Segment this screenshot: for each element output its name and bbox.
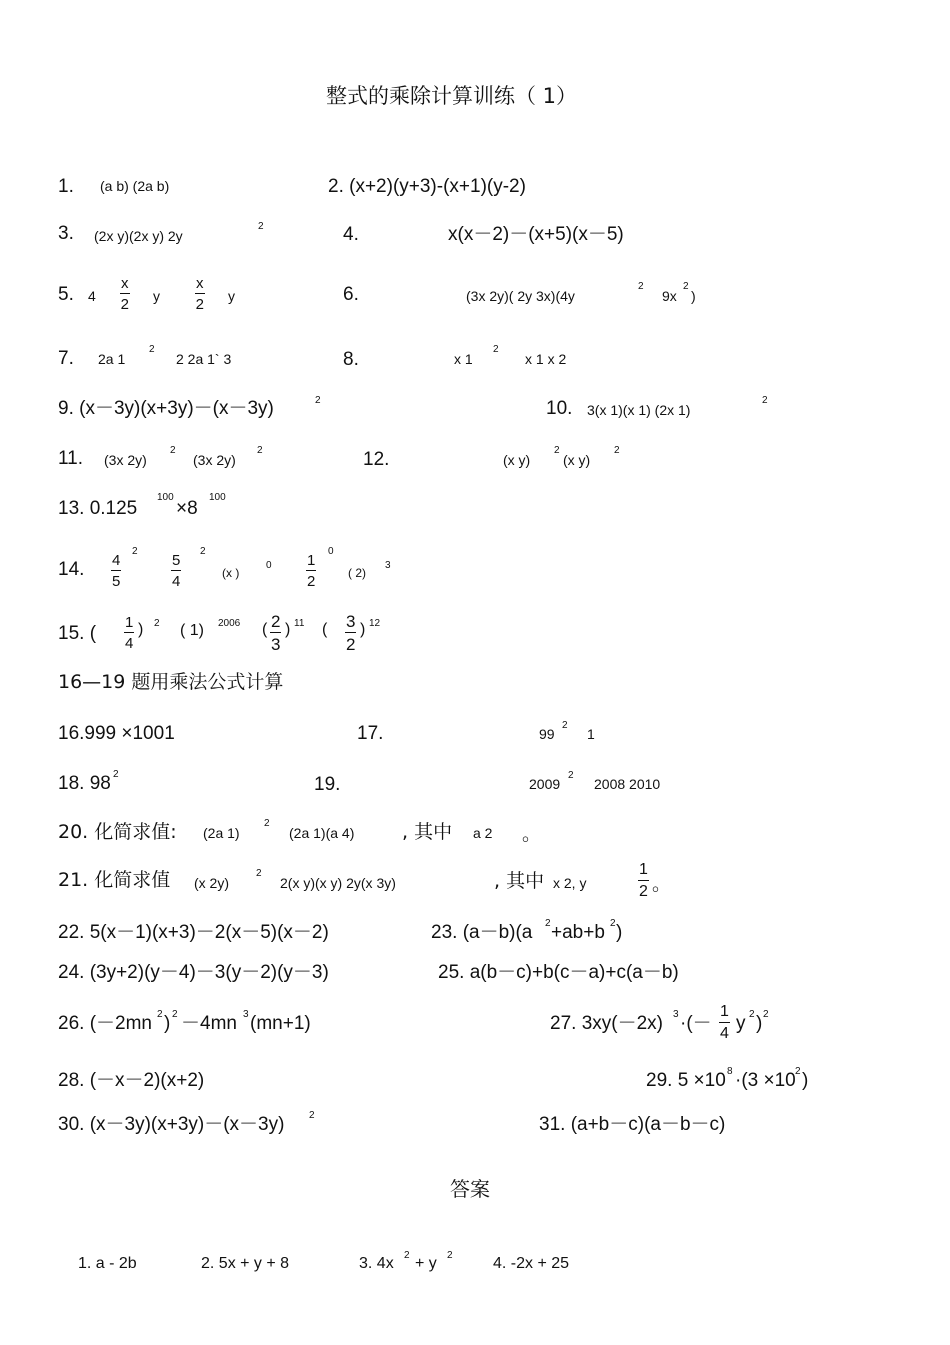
problem-15-exponent-2: 2006	[218, 618, 241, 629]
problem-19-exponent: 2	[568, 770, 574, 781]
problem-8-expression-a: x 1	[454, 351, 473, 367]
problem-26-expression-b: )	[164, 1013, 171, 1034]
problem-10-exponent: 2	[762, 395, 768, 406]
problem-26-expression-c: －4mn	[181, 1013, 237, 1034]
problem-14-exponent-2: 2	[200, 546, 206, 557]
problem-20-where: , 其中	[402, 821, 453, 843]
problem-5-coefficient: 4	[88, 288, 96, 304]
problem-19-number: 19.	[314, 774, 341, 795]
problem-13-exponent-a: 100	[157, 492, 174, 503]
problem-15-exponent-1: 2	[154, 618, 160, 629]
problem-7-number: 7.	[58, 348, 74, 369]
problem-13-expression-a: 13. 0.125	[58, 498, 138, 519]
fraction-denominator: 2	[346, 635, 356, 654]
problem-14-exponent-3: 0	[266, 560, 272, 571]
problem-11-number: 11.	[58, 448, 84, 469]
fraction-denominator: 2	[307, 573, 316, 590]
problem-15-number: 15. (	[58, 623, 97, 644]
page-title: 整式的乘除计算训练（ 1）	[326, 84, 578, 108]
problem-23-expression-b: +ab+b	[551, 922, 605, 943]
fraction-denominator: 2	[120, 296, 129, 313]
answer-3-part-b: + y	[415, 1255, 437, 1272]
problem-27-expression-c: y	[736, 1013, 746, 1034]
problem-23-exponent-b: 2	[610, 918, 616, 929]
problem-20-period: 。	[522, 823, 542, 845]
problem-3-number: 3.	[58, 223, 74, 244]
problem-17-number: 17.	[357, 723, 384, 744]
problem-28-expression: 28. (－x－2)(x+2)	[58, 1070, 205, 1091]
problem-12-expression-b: (x y)	[563, 452, 591, 468]
problem-14-exponent-4: 0	[328, 546, 334, 557]
problem-14-fraction-1	[111, 553, 121, 589]
problem-20-expression-b: (2a 1)(a 4)	[289, 825, 355, 841]
fraction-numerator: 4	[112, 552, 121, 569]
fraction-denominator: 4	[172, 573, 181, 590]
problem-12-exponent-a: 2	[554, 445, 560, 456]
problem-10-expression: 3(x 1)(x 1) (2x 1)	[587, 402, 691, 418]
problem-6-expression-b: 9x	[662, 288, 677, 304]
problem-21-expression-b: 2(x y)(x y) 2y(x 3y)	[280, 875, 396, 891]
problem-27-fraction	[719, 1004, 730, 1042]
problem-26-exponent-b: 2	[172, 1009, 178, 1020]
problem-22-expression: 22. 5(x－1)(x+3)－2(x－5)(x－2)	[58, 922, 329, 943]
problem-21-fraction	[638, 862, 649, 900]
problem-11-expression-b: (3x 2y)	[193, 452, 236, 468]
problem-1-number: 1.	[58, 176, 74, 197]
answer-3-part-a: 3. 4x	[359, 1255, 394, 1272]
problem-27-expression-d: )	[756, 1013, 763, 1034]
fraction-denominator: 2	[639, 883, 648, 900]
problem-23-expression-a: 23. (a－b)(a	[431, 922, 533, 943]
problem-27-exponent-c: 2	[763, 1009, 769, 1020]
problem-17-exponent: 2	[562, 720, 568, 731]
problem-7-expression-b: 2 2a 1` 3	[176, 351, 232, 367]
problem-6-number: 6.	[343, 284, 359, 305]
problem-18-expression: 18. 98	[58, 773, 111, 794]
problem-29-expression-c: )	[802, 1070, 809, 1091]
problem-21-lead: 21. 化简求值	[58, 869, 171, 891]
problem-27-exponent-a: 3	[673, 1009, 679, 1020]
problem-3-expression: (2x y)(2x y) 2y	[94, 228, 183, 244]
problem-12-expression-a: (x y)	[503, 452, 531, 468]
problem-5-fraction-1	[120, 276, 130, 312]
problem-20-exponent: 2	[264, 818, 270, 829]
problem-15-term-neg1: ( 1)	[180, 622, 204, 639]
problem-2-expression: 2. (x+2)(y+3)-(x+1)(y-2)	[328, 176, 526, 197]
problem-6-expression-a: (3x 2y)( 2y 3x)(4y	[466, 288, 575, 304]
answer-1: 1. a - 2b	[78, 1255, 137, 1272]
problem-29-exponent-a: 8	[727, 1066, 733, 1077]
problem-14-number: 14.	[58, 559, 85, 580]
problem-4-number: 4.	[343, 224, 359, 245]
problem-15-fraction-3	[345, 613, 356, 653]
problem-10-number: 10.	[546, 398, 573, 419]
answer-4: 4. -2x + 25	[493, 1255, 570, 1272]
problem-21-period: 。	[652, 873, 672, 895]
problem-21-where: , 其中	[494, 870, 545, 892]
problem-29-expression-b: ·(3 ×10	[735, 1070, 796, 1091]
problem-15-paren-1: )	[138, 621, 144, 638]
problem-29-exponent-b: 2	[795, 1066, 801, 1077]
fraction-numerator: 1	[638, 862, 649, 881]
problem-4-expression: x(x－2)－(x+5)(x－5)	[448, 224, 624, 245]
problem-15-paren-3: )	[360, 621, 366, 638]
problem-16-expression: 16.999 ×1001	[58, 723, 175, 744]
problem-12-exponent-b: 2	[614, 445, 620, 456]
problem-15-paren-2: )	[285, 621, 291, 638]
problem-26-expression-a: 26. (－2mn	[58, 1013, 152, 1034]
problem-17-expression-b: 1	[587, 726, 595, 742]
problem-1-expression: (a b) (2a b)	[100, 178, 170, 194]
problem-5-fraction-2	[195, 276, 205, 312]
answer-heading: 答案	[450, 1177, 490, 1201]
fraction-denominator: 4	[125, 635, 134, 652]
problem-30-exponent: 2	[309, 1110, 315, 1121]
answer-3-exponent-b: 2	[447, 1250, 453, 1261]
problem-15-exponent-3: 11	[294, 618, 305, 629]
problem-27-expression-b: ·(－	[680, 1013, 712, 1034]
fraction-denominator: 4	[720, 1025, 729, 1042]
problem-14-fraction-3	[306, 553, 316, 589]
problem-30-expression: 30. (x－3y)(x+3y)－(x－3y)	[58, 1114, 285, 1135]
problem-9-exponent: 2	[315, 395, 321, 406]
problem-5-term-2: y	[228, 288, 235, 304]
fraction-numerator: 2	[271, 612, 281, 631]
fraction-numerator: x	[121, 275, 129, 292]
problem-8-exponent: 2	[493, 344, 499, 355]
problem-14-term-neg2: ( 2)	[348, 566, 366, 580]
problem-8-number: 8.	[343, 349, 359, 370]
problem-18-exponent: 2	[113, 769, 119, 780]
fraction-numerator: 5	[172, 552, 181, 569]
problem-6-exponent-b: 2	[683, 281, 689, 292]
problem-15-open-2: (	[262, 621, 268, 638]
problem-5-term-1: y	[153, 288, 160, 304]
fraction-numerator: 1	[125, 614, 134, 631]
problem-17-expression-a: 99	[539, 726, 555, 742]
problem-9-expression: 9. (x－3y)(x+3y)－(x－3y)	[58, 398, 274, 419]
problem-27-exponent-b: 2	[749, 1009, 755, 1020]
problem-5-number: 5.	[58, 284, 74, 305]
problem-15-fraction-1	[124, 615, 134, 651]
problem-12-number: 12.	[363, 449, 390, 470]
problem-7-exponent: 2	[149, 344, 155, 355]
problem-20-expression-a: (2a 1)	[203, 825, 240, 841]
problem-29-expression-a: 29. 5 ×10	[646, 1070, 726, 1091]
problem-20-lead: 20. 化简求值:	[58, 821, 177, 843]
problem-15-open-3: (	[322, 621, 328, 638]
problem-14-exponent-5: 3	[385, 560, 391, 571]
problem-19-expression-b: 2008 2010	[594, 776, 661, 792]
problem-24-expression: 24. (3y+2)(y－4)－3(y－2)(y－3)	[58, 962, 329, 983]
problem-21-expression-a: (x 2y)	[194, 875, 229, 891]
problem-19-expression-a: 2009	[529, 776, 561, 792]
problem-20-condition: a 2	[473, 825, 493, 841]
problem-23-exponent-a: 2	[545, 918, 551, 929]
fraction-numerator: 1	[307, 552, 316, 569]
problem-6-expression-c: )	[691, 288, 696, 304]
problem-14-term-x: (x )	[222, 566, 240, 580]
problem-31-expression: 31. (a+b－c)(a－b－c)	[539, 1114, 726, 1135]
fraction-numerator: 1	[719, 1004, 730, 1023]
answer-2: 2. 5x + y + 8	[201, 1255, 290, 1272]
fraction-denominator: 3	[271, 635, 281, 654]
problem-15-exponent-4: 12	[369, 618, 381, 629]
problem-26-expression-d: (mn+1)	[250, 1013, 311, 1034]
problem-27-expression-a: 27. 3xy(－2x)	[550, 1013, 663, 1034]
problem-13-expression-b: ×8	[176, 498, 198, 519]
problem-3-exponent: 2	[258, 221, 264, 232]
problem-21-condition: x 2, y	[553, 875, 587, 891]
problem-14-exponent-1: 2	[132, 546, 138, 557]
fraction-numerator: x	[196, 275, 204, 292]
answer-3-exponent-a: 2	[404, 1250, 410, 1261]
problem-11-expression-a: (3x 2y)	[104, 452, 147, 468]
problem-11-exponent-a: 2	[170, 445, 176, 456]
problem-15-fraction-2	[270, 613, 281, 653]
problem-26-exponent-c: 3	[243, 1009, 249, 1020]
problem-23-expression-c: )	[616, 922, 623, 943]
fraction-denominator: 5	[112, 573, 121, 590]
problem-26-exponent-a: 2	[157, 1009, 163, 1020]
problem-6-exponent-a: 2	[638, 281, 644, 292]
fraction-denominator: 2	[195, 296, 204, 313]
problem-14-fraction-2	[171, 553, 181, 589]
problem-8-expression-b: x 1 x 2	[525, 351, 567, 367]
problem-21-exponent: 2	[256, 868, 262, 879]
problem-25-expression: 25. a(b－c)+b(c－a)+c(a－b)	[438, 962, 679, 983]
fraction-numerator: 3	[346, 612, 356, 631]
problem-7-expression-a: 2a 1	[98, 351, 126, 367]
problem-11-exponent-b: 2	[257, 445, 263, 456]
problem-13-exponent-b: 100	[209, 492, 226, 503]
section-heading: 16—19 题用乘法公式计算	[58, 671, 284, 693]
